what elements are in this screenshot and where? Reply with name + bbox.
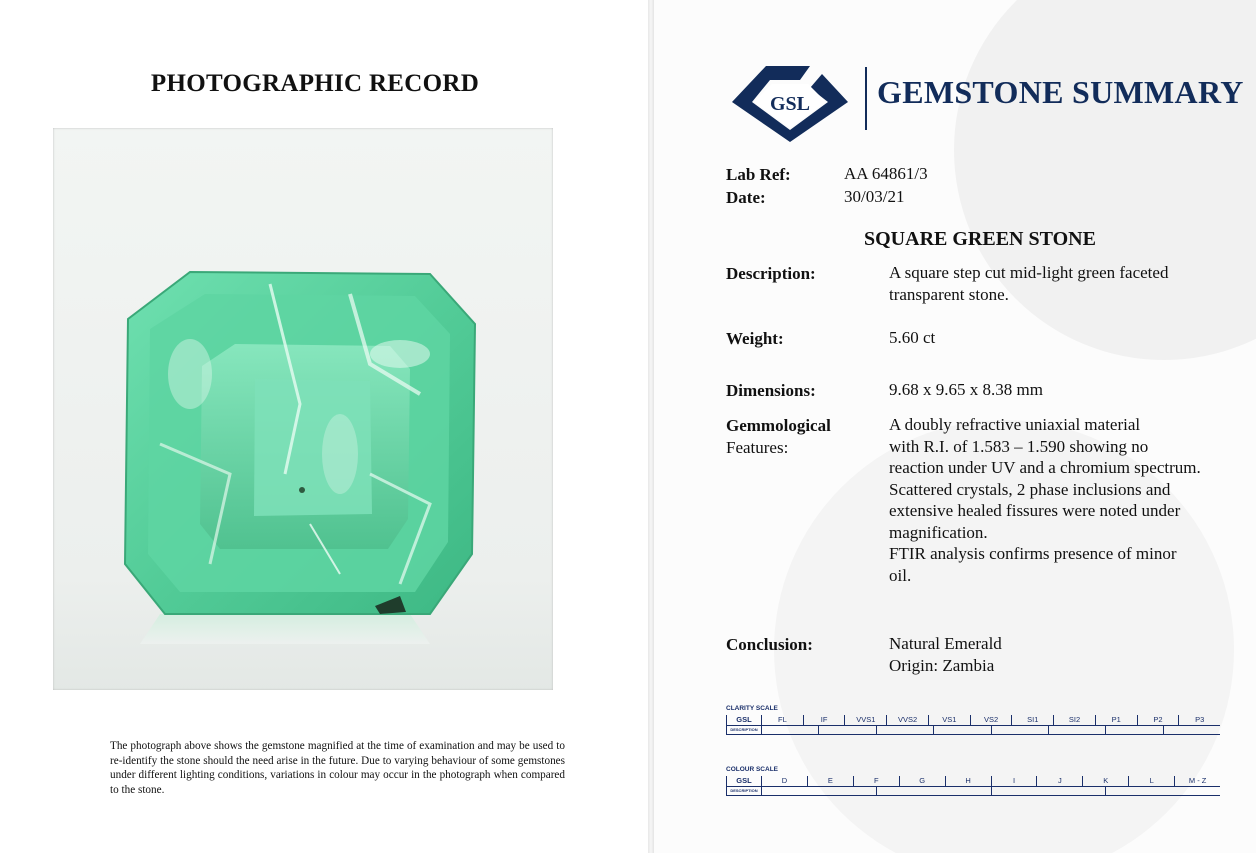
colour-grade: D <box>761 776 807 786</box>
clarity-grade: VVS2 <box>886 715 928 725</box>
clarity-description-cell <box>818 726 875 734</box>
features-line: oil. <box>889 565 912 585</box>
gsl-logo <box>730 58 850 151</box>
colour-grade: H <box>945 776 991 786</box>
photo-caption: The photograph above shows the gemstone magnified at the time of examination and may be used to re-identify the stone should the need arise in the future. Due to varying behaviour of some gemstones under different lighting conditions, variations in colour may occur in the photograph when compared to the stone. <box>110 740 565 796</box>
conclusion-species: Natural Emerald <box>889 634 1002 653</box>
clarity-description-cell <box>991 726 1048 734</box>
watermark-shape <box>954 0 1256 360</box>
date-value: 30/03/21 <box>844 187 905 206</box>
weight-label: Weight: <box>726 329 784 348</box>
emerald-image <box>70 144 510 644</box>
clarity-grade: SI2 <box>1053 715 1095 725</box>
clarity-grade: SI1 <box>1011 715 1053 725</box>
lab-ref-value: AA 64861/3 <box>844 164 928 183</box>
clarity-grade: VS1 <box>928 715 970 725</box>
emerald-photo <box>70 144 510 649</box>
header-divider <box>865 67 867 130</box>
colour-grade: F <box>853 776 899 786</box>
colour-description-cell <box>991 787 1106 795</box>
colour-grade: K <box>1082 776 1128 786</box>
dimensions-value: 9.68 x 9.65 x 8.38 mm <box>889 380 1043 399</box>
features-line: A doubly refractive uniaxial material <box>889 415 1141 434</box>
clarity-description-cell <box>1105 726 1162 734</box>
features-line: reaction under UV and a chromium spectrum. <box>889 458 1201 477</box>
clarity-description-cell <box>933 726 990 734</box>
scale-row-label: GSL <box>726 776 761 786</box>
colour-grade: J <box>1036 776 1082 786</box>
clarity-description-cell <box>876 726 933 734</box>
page-title: GEMSTONE SUMMARY <box>877 74 1244 110</box>
features-line: extensive healed fissures were noted under <box>889 501 1181 520</box>
clarity-grade-row <box>726 715 1220 726</box>
features-line: with R.I. of 1.583 – 1.590 showing no <box>889 436 1149 456</box>
gsl-diamond-icon <box>730 58 850 146</box>
colour-grade: L <box>1128 776 1174 786</box>
lab-ref-label: Lab Ref: <box>726 165 791 184</box>
colour-grade: I <box>991 776 1037 786</box>
features-label-line1: Gemmological <box>726 416 831 435</box>
scale-description-label: DESCRIPTION <box>726 787 761 795</box>
description-value: A square step cut mid-light green faceted transparent stone. <box>889 263 1169 304</box>
svg-text:GSL: GSL <box>769 93 811 115</box>
clarity-description-cell <box>1163 726 1220 734</box>
colour-description-cell <box>876 787 991 795</box>
clarity-grade: P3 <box>1178 715 1220 725</box>
conclusion-label: Conclusion: <box>726 635 813 654</box>
clarity-description-row <box>726 726 1220 735</box>
colour-grade-row <box>726 776 1220 787</box>
colour-description-row <box>726 787 1220 796</box>
features-label-line2: Features: <box>726 438 789 457</box>
colour-description-cell <box>761 787 876 795</box>
date-label: Date: <box>726 188 766 207</box>
clarity-grade: VS2 <box>970 715 1012 725</box>
conclusion-value <box>889 633 1002 676</box>
clarity-grade: VVS1 <box>844 715 886 725</box>
clarity-scale <box>726 705 1220 735</box>
colour-grade: G <box>899 776 945 786</box>
colour-scale-title: COLOUR SCALE <box>726 766 778 773</box>
clarity-description-cell <box>761 726 818 734</box>
description-label: Description: <box>726 264 816 283</box>
features-line: FTIR analysis confirms presence of minor <box>889 544 1177 563</box>
features-line: magnification. <box>889 522 988 542</box>
colour-grade: M - Z <box>1174 776 1220 786</box>
conclusion-origin: Origin: Zambia <box>889 655 995 675</box>
dimensions-label: Dimensions: <box>726 381 816 400</box>
scale-row-label: GSL <box>726 715 761 725</box>
weight-value: 5.60 ct <box>889 328 936 347</box>
colour-description-cell <box>1105 787 1220 795</box>
clarity-scale-title: CLARITY SCALE <box>726 705 778 712</box>
colour-grade: E <box>807 776 853 786</box>
clarity-grade: FL <box>761 715 803 725</box>
clarity-description-cell <box>1048 726 1105 734</box>
colour-scale <box>726 766 1220 796</box>
scale-description-label: DESCRIPTION <box>726 726 761 734</box>
clarity-grade: IF <box>803 715 845 725</box>
features-value <box>889 414 1256 586</box>
features-line: Scattered crystals, 2 phase inclusions and <box>889 479 1171 499</box>
gemstone-summary-page <box>654 0 1256 853</box>
clarity-grade: P2 <box>1137 715 1179 725</box>
page-title: PHOTOGRAPHIC RECORD <box>150 70 480 97</box>
stone-heading: SQUARE GREEN STONE <box>864 228 1096 250</box>
clarity-grade: P1 <box>1095 715 1137 725</box>
